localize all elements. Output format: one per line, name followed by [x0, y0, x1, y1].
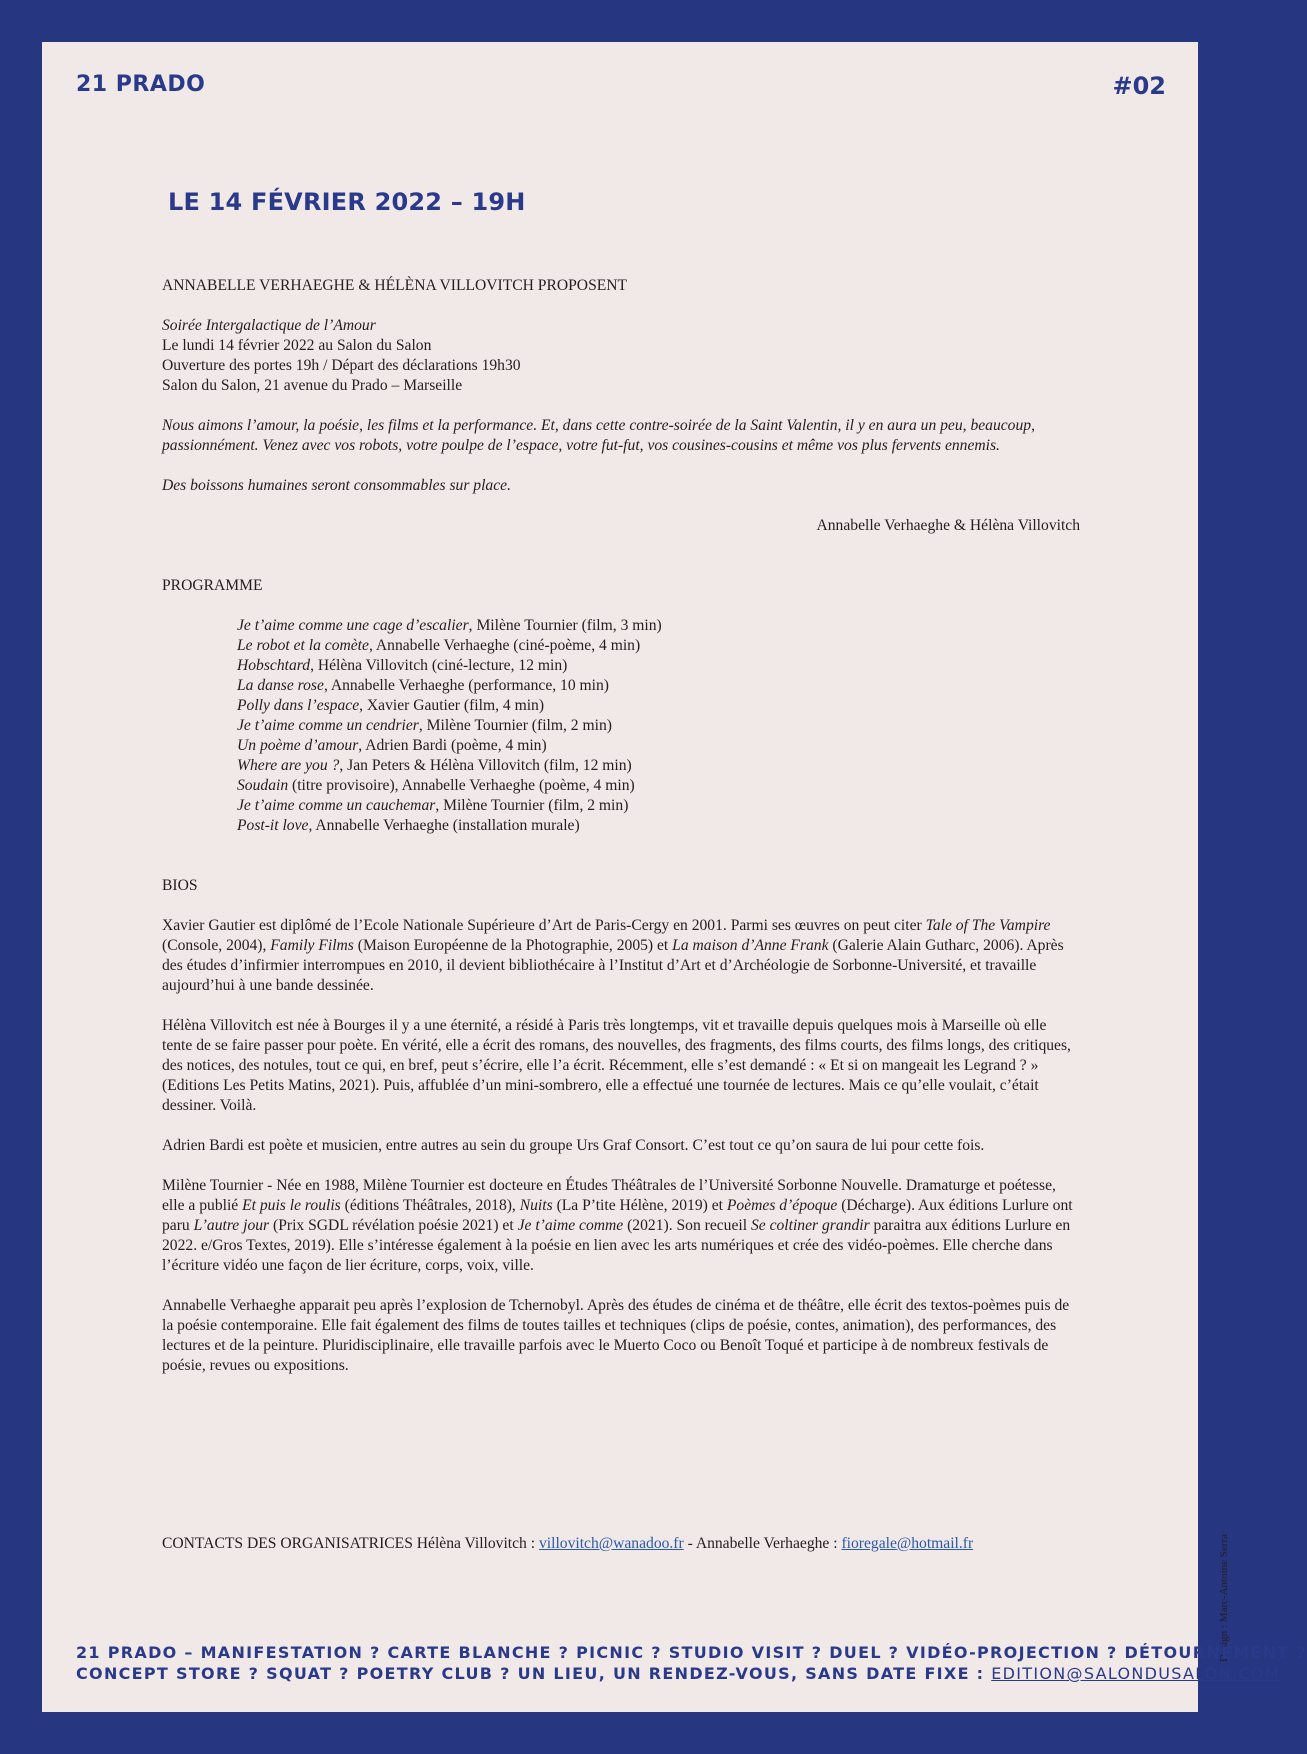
- programme-item: La danse rose, Annabelle Verhaeghe (performance, 10 min): [237, 677, 609, 694]
- bio-adrien-bardi: Adrien Bardi est poète et musicien, entre autres au sein du groupe Urs Graf Consort. C’est tout ce qu’on saura de lui pour cette fois.: [162, 1137, 985, 1154]
- programme-item: Where are you ?, Jan Peters & Hélèna Villovitch (film, 12 min): [237, 757, 632, 774]
- event-doors-line: Ouverture des portes 19h / Départ des déclarations 19h30: [162, 357, 521, 374]
- event-date-line: Le lundi 14 février 2022 au Salon du Salon: [162, 337, 432, 354]
- email-link-fioregale[interactable]: fioregale@hotmail.fr: [841, 1534, 974, 1552]
- footer-line-2: CONCEPT STORE ? SQUAT ? POETRY CLUB ? UN LIEU, UN RENDEZ-VOUS, SANS DATE FIXE : EDITION@SALONDUSALON.COM: [76, 1664, 1280, 1683]
- programme-item: Le robot et la comète, Annabelle Verhaeghe (ciné-poème, 4 min): [237, 637, 641, 654]
- document-page: [42, 42, 1307, 1712]
- signature: Annabelle Verhaeghe & Hélèna Villovitch: [816, 517, 1080, 534]
- issue-number: #02: [1112, 72, 1166, 100]
- programme-item: Soudain (titre provisoire), Annabelle Verhaeghe (poème, 4 min): [237, 777, 635, 794]
- programme-item: Polly dans l’espace, Xavier Gautier (film, 4 min): [237, 697, 545, 714]
- programme-list: [162, 616, 1080, 836]
- contacts-line: CONTACTS DES ORGANISATRICES Hélèna Villovitch : villovitch@wanadoo.fr - Annabelle Verhaeghe : fioregale@hotmail.fr: [162, 1534, 974, 1552]
- programme-heading: PROGRAMME: [162, 577, 263, 594]
- event-pitch: Nous aimons l’amour, la poésie, les films et la performance. Et, dans cette contre-soirée de la Saint Valentin, il y en aura un peu, beaucoup, passionnément. Venez avec vos robots, votre poulpe de l’espace, votre fut-fut, vos cousines-cousins et même vos plus fervents ennemis.: [162, 417, 1035, 454]
- programme-item: Je t’aime comme un cauchemar, Milène Tournier (film, 2 min): [237, 797, 629, 814]
- footer-email-link[interactable]: EDITION@SALONDUSALON.COM: [991, 1664, 1280, 1683]
- bios-heading: BIOS: [162, 877, 198, 894]
- bio-xavier-gautier: Xavier Gautier est diplômé de l’Ecole Nationale Supérieure d’Art de Paris-Cergy en 2001. Parmi ses œuvres on peut citer Tale of The Vampire (Console, 2004), Family Films (Maison Européenne de la Photographie, 2005) et La maison d’Anne Frank (Galerie Alain Gutharc, 2006). Après des études d’infirmier interrompues en 2010, il devient bibliothécaire à l’Institut d’Art et d’Archéologie de Sorbonne-Université, et travaille aujourd’hui à une bande dessinée.: [162, 917, 1064, 994]
- programme-item: Un poème d’amour, Adrien Bardi (poème, 4 min): [237, 737, 547, 754]
- main-content: [162, 276, 1080, 1376]
- footer-line-1: 21 PRADO – MANIFESTATION ? CARTE BLANCHE ? PICNIC ? STUDIO VISIT ? DUEL ? VIDÉO-PROJECTION ? DÉTOURNEMENT ?: [76, 1643, 1307, 1662]
- bio-annabelle-verhaeghe: Annabelle Verhaeghe apparait peu après l’explosion de Tchernobyl. Après des études de cinéma et de théâtre, elle écrit des textos-poèmes puis de la poésie contemporaine. Elle fait également des films de toutes tailles et techniques (clips de poésie, contes, animation), des performances, des lectures et de la peinture. Pluridisciplinaire, elle travaille parfois avec le Muerto Coco ou Benoît Toqué et participe à de nombreux festivals de poésie, revues ou expositions.: [162, 1297, 1070, 1374]
- drinks-note: Des boissons humaines seront consommables sur place.: [162, 477, 511, 494]
- programme-item: Hobschtard, Hélèna Villovitch (ciné-lecture, 12 min): [237, 657, 568, 674]
- programme-item: Je t’aime comme un cendrier, Milène Tournier (film, 2 min): [237, 717, 612, 734]
- footer-banner: [76, 1642, 1307, 1684]
- event-title: Soirée Intergalactique de l’Amour: [162, 317, 376, 334]
- event-date-heading: LE 14 FÉVRIER 2022 – 19H: [168, 188, 526, 216]
- email-link-villovitch[interactable]: villovitch@wanadoo.fr: [538, 1534, 684, 1552]
- design-credit: Design : Marc-Antoine Serra: [1218, 1534, 1230, 1662]
- programme-item: Je t’aime comme une cage d’escalier, Milène Tournier (film, 3 min): [237, 617, 662, 634]
- event-address-line: Salon du Salon, 21 avenue du Prado – Marseille: [162, 377, 463, 394]
- brand-title: 21 PRADO: [76, 72, 206, 97]
- bio-helena-villovitch: Hélèna Villovitch est née à Bourges il y a une éternité, a résidé à Paris très longtemps, vit et travaille depuis quelques mois à Marseille où elle tente de se faire passer pour poète. En vérité, elle a écrit des romans, des nouvelles, des fragments, des films courts, des films longs, des critiques, des notices, des notules, tout ce qui, en bref, peut s’écrire, elle l’a écrit. Récemment, elle s’est demandé : « Et si on mangeait les Legrand ? » (Editions Les Petits Matins, 2021). Puis, affublée d’un mini-sombrero, elle a effectué une tournée de lectures. Mais ce qu’elle voulait, c’était dessiner. Voilà.: [162, 1017, 1071, 1114]
- bio-milene-tournier: Milène Tournier - Née en 1988, Milène Tournier est docteure en Études Théâtrales de l’Université Sorbonne Nouvelle. Dramaturge et poétesse, elle a publié Et puis le roulis (éditions Théâtrales, 2018), Nuits (La P’tite Hélène, 2019) et Poèmes d’époque (Décharge). Aux éditions Lurlure ont paru L’autre jour (Prix SGDL révélation poésie 2021) et Je t’aime comme (2021). Son recueil Se coltiner grandir paraitra aux éditions Lurlure en 2022. e/Gros Textes, 2019). Elle s’intéresse également à la poésie en lien avec les arts numériques et crée des vidéo-poèmes. Elle cherche dans l’écriture vidéo une façon de lier écriture, corps, voix, ville.: [162, 1177, 1073, 1274]
- proposers-line: ANNABELLE VERHAEGHE & HÉLÈNA VILLOVITCH PROPOSENT: [162, 277, 628, 294]
- programme-item: Post-it love, Annabelle Verhaeghe (installation murale): [237, 817, 580, 834]
